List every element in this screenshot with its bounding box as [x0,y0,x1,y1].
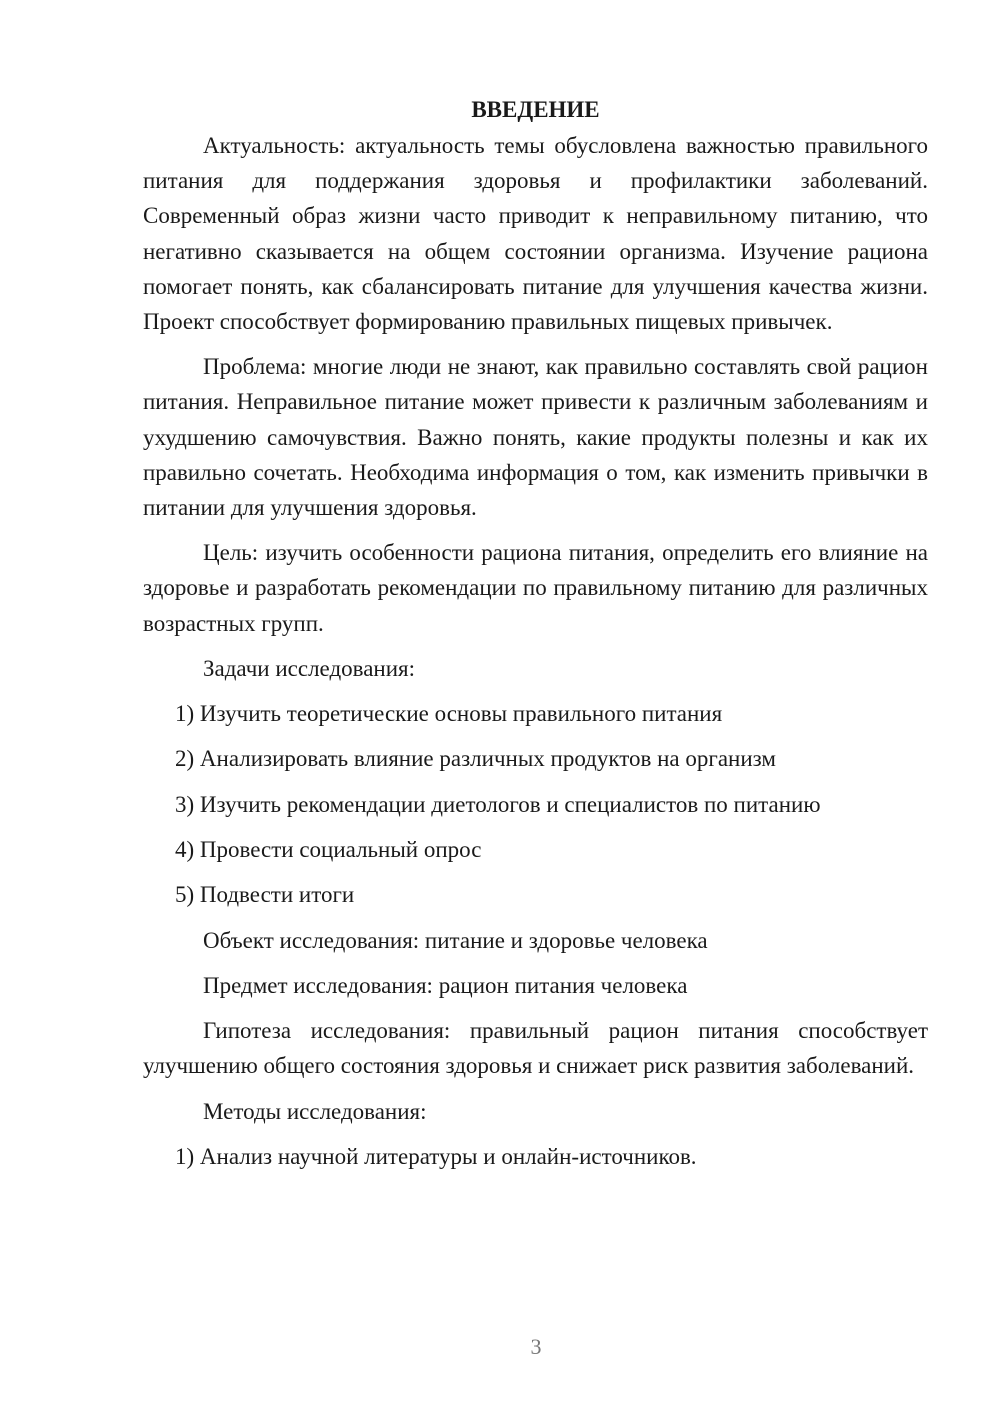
tasks-heading: Задачи исследования: [203,655,416,681]
list-item: 4) Провести социальный опрос [175,837,482,863]
list-item: 1) Анализ научной литературы и онлайн-источников. [175,1143,697,1169]
methods-heading: Методы исследования: [203,1098,427,1124]
tasks-list [143,696,928,912]
paragraph-relevance: Актуальность: актуальность темы обусловлена важностью правильного питания для поддержания здоровья и профилактики заболеваний. Современный образ жизни часто приводит к неправильному питанию, что негативно сказывается на общем состоянии организма. Изучение рациона помогает понять, как сбалансировать питание для улучшения качества жизни. Проект способствует формированию правильных пищевых привычек. [143,133,928,335]
research-object: Объект исследования: питание и здоровье человека [203,927,708,953]
list-item: 2) Анализировать влияние различных продуктов на организм [175,746,776,772]
list-item: 3) Изучить рекомендации диетологов и специалистов по питанию [175,791,821,817]
page-number: 3 [530,1334,542,1359]
list-item: 1) Изучить теоретические основы правильного питания [175,701,723,727]
paragraph-hypothesis: Гипотеза исследования: правильный рацион питания способствует улучшению общего состояния здоровья и снижает риск развития заболеваний. [143,1018,928,1079]
methods-list [143,1139,928,1174]
document-page [143,92,928,1184]
page-title: ВВЕДЕНИЕ [471,97,600,122]
research-subject: Предмет исследования: рацион питания человека [203,972,688,998]
list-item: 5) Подвести итоги [175,882,355,908]
paragraph-problem: Проблема: многие люди не знают, как правильно составлять свой рацион питания. Неправильное питание может привести к различным заболеваниям и ухудшению самочувствия. Важно понять, какие продукты полезны и как их правильно сочетать. Необходима информация о том, как изменить привычки в питании для улучшения здоровья. [143,354,928,521]
paragraph-goal: Цель: изучить особенности рациона питания, определить его влияние на здоровье и разработать рекомендации по правильному питанию для различных возрастных групп. [143,540,928,636]
